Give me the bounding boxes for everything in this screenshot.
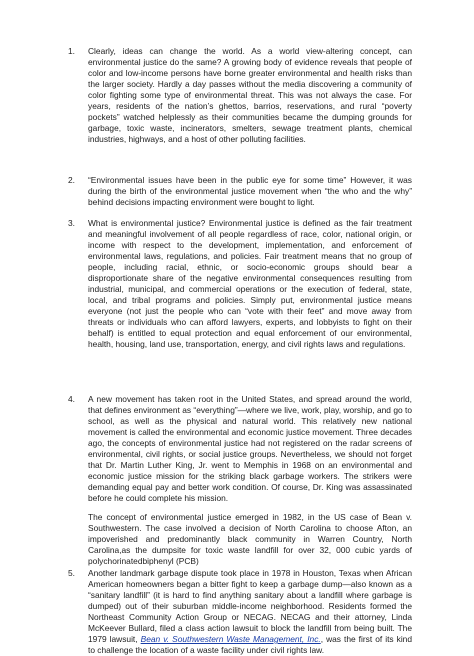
list-number: 5. <box>68 568 75 578</box>
paragraph-text: What is environmental justice? Environmental justice is defined as the fair treatment and meaningful involvement of all people regardless of race, color, national origin, or income with respect to the development, implementation, and enforcement of environmental laws, regulations, and policies. Fair treatment means that no group of people, including racial, ethnic, or socio-economic groups should bear a disproportionate share of the negative environmental consequences resulting from industrial, municipal, and commercial operations or the execution of federal, state, local, and tribal programs and policies. Simply put, environmental justice means everyone (not just the people who can “vote with their feet” and move away from threats or individuals who can afford lawyers, experts, and lobbyists to fight on their behalf) is entitled to equal protection and equal enforcement of our environmental, health, housing, land use, transportation, energy, and civil rights laws and regulations. <box>88 218 412 349</box>
paragraph-text <box>88 568 412 656</box>
list-item-3 <box>68 218 412 350</box>
list-item-4 <box>68 394 412 504</box>
paragraph-text-after-link: , was the first of its kind to challenge the location of a waste facility under civil rights law. <box>88 634 412 655</box>
continuation-paragraph: The concept of environmental justice emerged in 1982, in the US case of Bean v. Southwestern. The case involved a decision of North Carolina to choose Afton, an impoverished and predominantly black community in Warren Country, North Carolina,as the dumpsite for toxic waste landfill for over 32, 000 cubic yards of polychorinatedbiphenyl (PCB) <box>88 512 412 566</box>
list-item-1 <box>68 46 412 145</box>
paragraph-text: “Environmental issues have been in the public eye for some time” However, it was during the birth of the environmental justice movement when “the who and the why” behind decisions impacting environment were bought to light. <box>88 175 412 207</box>
list-item-2 <box>68 175 412 208</box>
list-number: 2. <box>68 175 75 185</box>
list-item-5 <box>68 568 412 656</box>
case-citation-link[interactable]: Bean v. Southwestern Waste Management, Inc. <box>140 634 321 644</box>
paragraph-text-before-link: Another landmark garbage dispute took place in 1978 in Houston, Texas when African American homeowners began a bitter fight to keep a garbage dump—also known as a “sanitary landfill” (it is hard to find anything sanitary about a landfill where garbage is dumped) out of their suburban middle-income neighborhood. Residents formed the Northeast Community Action Group or NECAG. NECAG and their attorney, Linda McKeever Bullard, filed a class action lawsuit to block the landfill from being built. The 1979 lawsuit, <box>88 568 412 644</box>
paragraph-text: Clearly, ideas can change the world. As a world view-altering concept, can environmental justice do the same? A growing body of evidence reveals that people of color and low-income persons have borne greater environmental and health risks than the larger society. Hardly a day passes without the media discovering a community of color fighting some type of environmental threat. This was not always the case. For years, residents of the nation’s ghettos, barrios, reservations, and rural “poverty pockets” watched helplessly as their communities became the dumping grounds for garbage, toxic waste, incinerators, smelters, sewage treatment plants, chemical industries, highways, and a host of other polluting facilities. <box>88 46 412 144</box>
list-number: 4. <box>68 394 75 404</box>
list-number: 3. <box>68 218 75 228</box>
paragraph-text: A new movement has taken root in the United States, and spread around the world, that defines environment as “everything”—where we live, work, play, worship, and go to school, as well as the physical and natural world. This relatively new national movement is called the environmental and economic justice movement. Three decades ago, the concepts of environmental justice had not registered on the radar screens of environmental, civil rights, or social justice groups. Nevertheless, we should not forget that Dr. Martin Luther King, Jr. went to Memphis in 1968 on an environmental and economic justice mission for the striking black garbage workers. The strikers were demanding equal pay and better work condition. Of course, Dr. King was assassinated before he could complete his mission. <box>88 394 412 503</box>
list-number: 1. <box>68 46 75 56</box>
